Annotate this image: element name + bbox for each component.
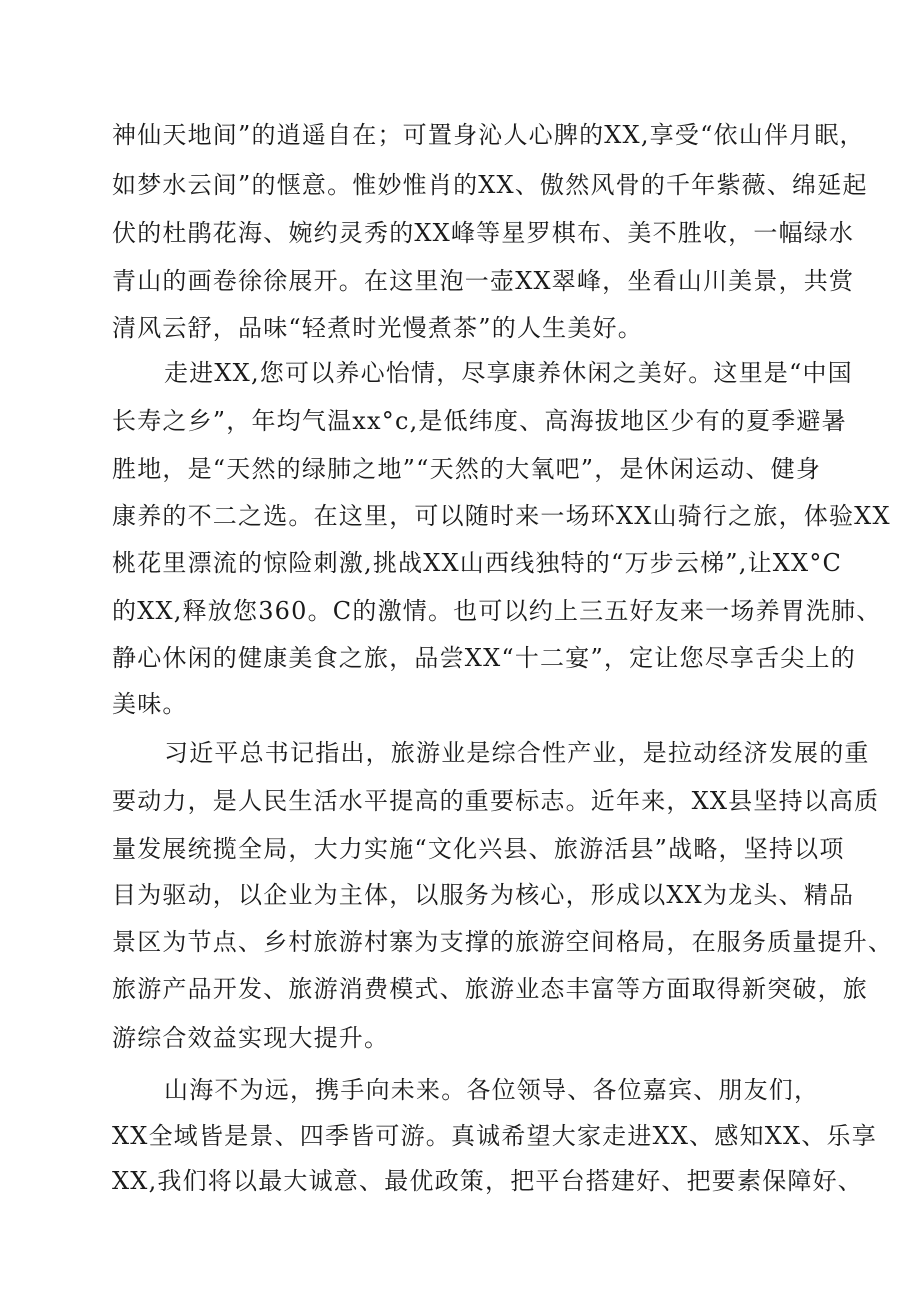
text-line: 山海不为远，携手向未来。各位领导、各位嘉宾、朋友们， xyxy=(164,1076,820,1104)
text-line: 量发展统揽全局，大力实施“文化兴县、旅游活县”战略，坚持以项 xyxy=(112,835,845,863)
text-line: 伏的杜鹃花海、婉约灵秀的XX峰等星罗棋布、美不胜收，一幅绿水 xyxy=(112,219,855,247)
text-line: 景区为节点、乡村旅游村寨为支撑的旅游空间格局，在服务质量提升、 xyxy=(112,928,894,956)
text-line: 静心休闲的健康美食之旅，品尝XX“十二宴”，定让您尽享舌尖上的 xyxy=(112,644,856,672)
text-line: 桃花里漂流的惊险刺激,挑战XX山西线独特的“万步云梯”,让XX°C xyxy=(112,549,843,577)
text-line: 清风云舒，品味“轻煮时光慢煮茶”的人生美好。 xyxy=(112,314,643,342)
text-line: 要动力，是人民生活水平提高的重要标志。近年来，XX县坚持以高质 xyxy=(112,787,880,815)
text-line: 目为驱动，以企业为主体，以服务为核心，形成以XX为龙头、精品 xyxy=(112,881,855,909)
text-line: 康养的不二之选。在这里，可以随时来一场环XX山骑行之旅，体验XX xyxy=(112,502,891,530)
text-line: XX,我们将以最大诚意、最优政策，把平台搭建好、把要素保障好、 xyxy=(112,1167,863,1195)
text-line: 神仙天地间”的逍遥自在；可置身沁人心脾的XX,享受“依山伴月眠， xyxy=(112,121,865,149)
text-line: 青山的画卷徐徐展开。在这里泡一壶XX翠峰，坐看山川美景，共赏 xyxy=(112,267,855,295)
text-line: 习近平总书记指出，旅游业是综合性产业，是拉动经济发展的重 xyxy=(164,739,870,767)
text-line: 的XX,释放您360。C的激情。也可以约上三五好友来一场养胃洗肺、 xyxy=(112,597,882,625)
text-line: 游综合效益实现大提升。 xyxy=(112,1024,390,1052)
text-line: 如梦水云间”的惬意。惟妙惟肖的XX、傲然风骨的千年紫薇、绵延起 xyxy=(112,171,868,199)
text-line: XX全域皆是景、四季皆可游。真诚希望大家走进XX、感知XX、乐享 xyxy=(112,1122,877,1150)
text-line: 旅游产品开发、旅游消费模式、旅游业态丰富等方面取得新突破，旅 xyxy=(112,975,868,1003)
text-line: 长寿之乡”，年均气温xx°c,是低纬度、高海拔地区少有的夏季避暑 xyxy=(112,407,847,435)
text-line: 美味。 xyxy=(112,690,188,718)
text-line: 走进XX,您可以养心怡情，尽享康养休闲之美好。这里是“中国 xyxy=(164,359,853,387)
text-line: 胜地，是“天然的绿肺之地”“天然的大氧吧”，是休闲运动、健身 xyxy=(112,455,822,483)
